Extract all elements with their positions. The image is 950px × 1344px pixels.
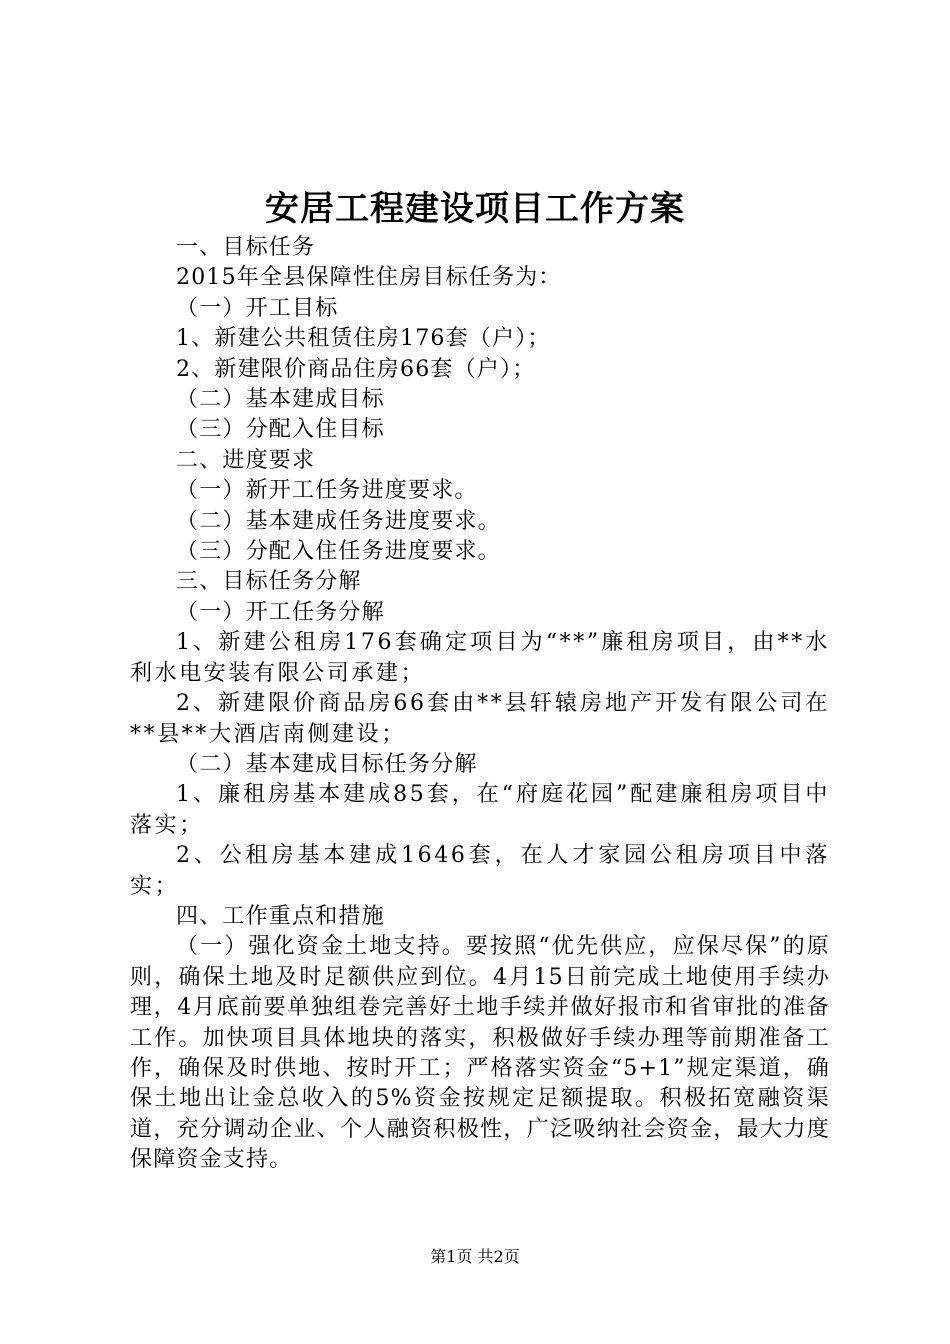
paragraph: 2、公租房基本建成1646套，在人才家园公租房项目中落实； [130, 843, 830, 899]
body-line: 2015年全县保障性住房目标任务为： [176, 265, 562, 291]
page-footer: 第1页 共2页 [430, 1247, 520, 1266]
subheading: （三）分配入住目标 [176, 417, 385, 443]
list-item: 2、新建限价商品住房66套（户）； [176, 356, 536, 382]
paragraph: 2、新建限价商品房66套由**县轩辕房地产开发有限公司在**县**大酒店南侧建设； [130, 691, 830, 747]
heading-3: 三、目标任务分解 [176, 569, 362, 595]
heading-2: 二、进度要求 [176, 447, 316, 473]
subheading: （一）新开工任务进度要求。 [176, 478, 478, 504]
subheading: （二）基本建成任务进度要求。 [176, 508, 501, 534]
subheading: （三）分配入住任务进度要求。 [176, 539, 501, 565]
heading-4: 四、工作重点和措施 [176, 903, 385, 929]
heading-1: 一、目标任务 [176, 235, 316, 260]
paragraph: （一）强化资金土地支持。要按照“优先供应，应保尽保”的原则，确保土地及时足额供应到位。4月15日前完成土地使用手续办理，4月底前要单独组卷完善好土地手续并做好报市和省审批的准备工作。加快项目具体地块的落实，积极做好手续办理等前期准备工作，确保及时供地、按时开工；严格落实资金“5+1”规定渠道，确保土地出让金总收入的5%资金按规定足额提取。积极拓宽融资渠道，充分调动企业、个人融资积极性，广泛吸纳社会资金，最大力度保障资金支持。 [130, 934, 830, 1173]
paragraph: 1、新建公租房176套确定项目为“**”廉租房项目，由**水利水电安装有限公司承建； [130, 630, 830, 686]
subheading: （二）基本建成目标任务分解 [176, 751, 478, 777]
document-title: 安居工程建设项目工作方案 [265, 189, 685, 229]
document-body [130, 233, 830, 1176]
list-item: 1、新建公共租赁住房176套（户）； [176, 326, 551, 352]
subheading: （一）开工目标 [176, 295, 339, 321]
subheading: （一）开工任务分解 [176, 599, 385, 625]
paragraph: 1、廉租房基本建成85套，在“府庭花园”配建廉租房项目中落实； [130, 782, 830, 838]
subheading: （二）基本建成目标 [176, 387, 385, 413]
